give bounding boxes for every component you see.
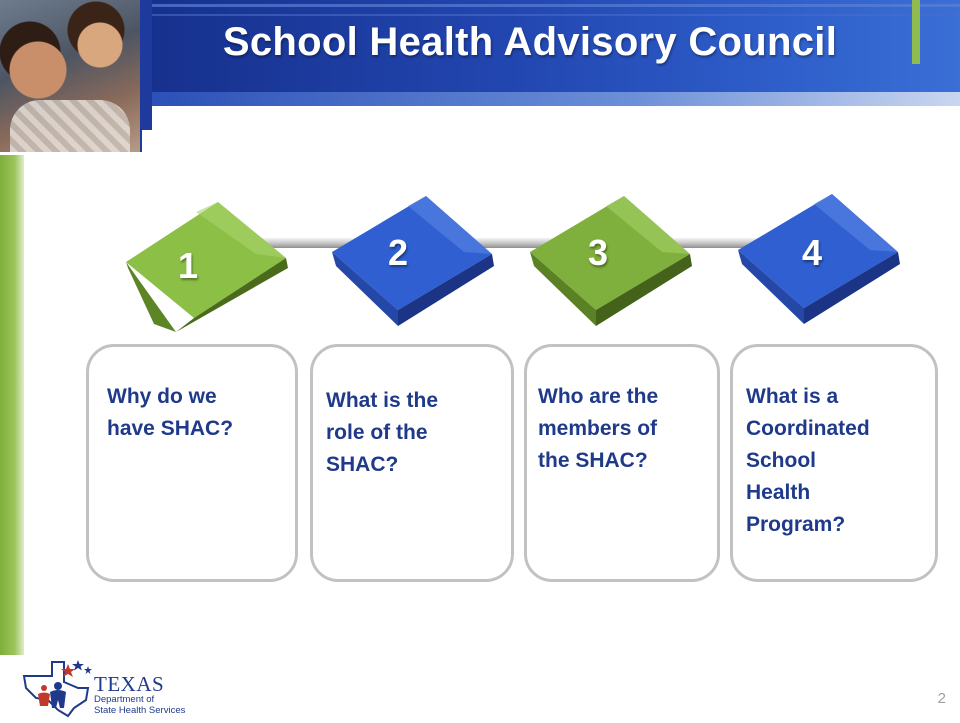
step-4-question: What is a Coordinated School Health Program? xyxy=(746,385,870,536)
logo-texas-text: TEXAS xyxy=(94,672,165,696)
step-1-card xyxy=(86,344,298,582)
step-3-question: Who are the members of the SHAC? xyxy=(538,385,659,472)
page-number: 2 xyxy=(937,690,946,707)
step-3-number: 3 xyxy=(587,232,609,273)
step-4-number: 4 xyxy=(801,232,823,273)
slide-title: School Health Advisory Council xyxy=(222,20,838,64)
step-1-question: Why do we have SHAC? xyxy=(107,385,234,440)
photo-detail xyxy=(10,100,130,152)
header-underline xyxy=(140,92,960,106)
header-stripe xyxy=(150,4,960,7)
step-1-number: 1 xyxy=(177,245,199,286)
header-stripe xyxy=(150,14,960,16)
header-green-accent xyxy=(912,0,920,64)
step-2-number: 2 xyxy=(387,232,409,273)
step-2-question: What is the role of the SHAC? xyxy=(326,389,439,476)
left-accent-bar xyxy=(0,155,24,655)
logo-subtitle: Department of State Health Services xyxy=(94,694,186,716)
children-photo xyxy=(0,0,142,152)
